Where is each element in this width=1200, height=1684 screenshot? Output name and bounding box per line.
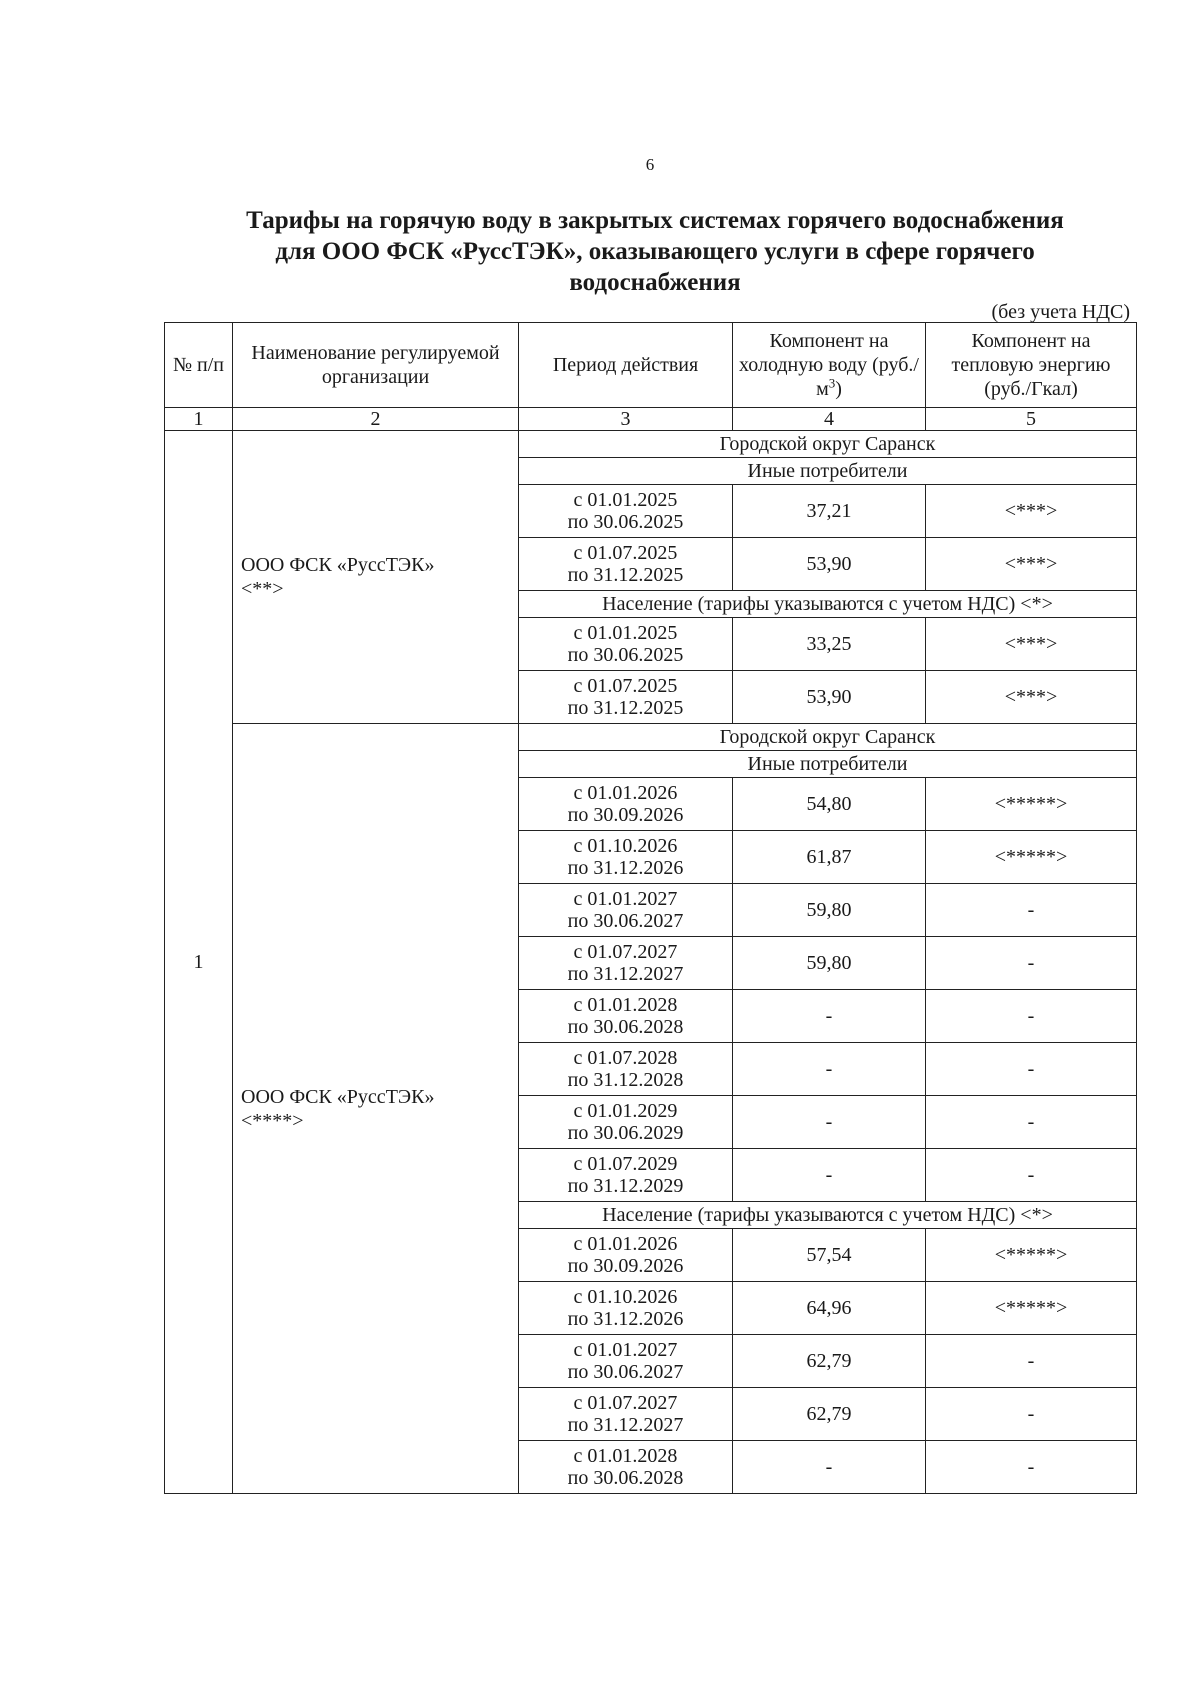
cold-water-value: 59,80: [733, 884, 926, 937]
heat-value: <***>: [926, 618, 1137, 671]
period-to: по 31.12.2026: [567, 857, 684, 879]
period-from: с 01.01.2028: [573, 994, 678, 1016]
group-other-label: Иные потребители: [519, 458, 1137, 485]
tariff-table: [164, 322, 1137, 1494]
period-to: по 31.12.2025: [567, 564, 684, 586]
district-label-row: [165, 724, 1137, 751]
document-title: [175, 205, 1135, 298]
heat-value: -: [926, 1335, 1137, 1388]
title-line-1: Тарифы на горячую воду в закрытых системах горячего водоснабжения: [246, 207, 1064, 234]
group-population-label: Население (тарифы указываются с учетом НДС) <*>: [519, 591, 1137, 618]
header-heat: Компонент на тепловую энергию (руб./Гкал): [926, 323, 1137, 408]
heat-value: <*****>: [926, 1229, 1137, 1282]
district-label: Городской округ Саранск: [519, 431, 1137, 458]
heat-value: <*****>: [926, 831, 1137, 884]
period-from: с 01.01.2029: [573, 1100, 678, 1122]
column-index-row: [165, 408, 1137, 431]
heat-value: -: [926, 884, 1137, 937]
period-from: с 01.07.2025: [573, 542, 678, 564]
period-from: с 01.10.2026: [573, 1286, 678, 1308]
group-population-label: Население (тарифы указываются с учетом НДС) <*>: [519, 1202, 1137, 1229]
heat-value: <***>: [926, 538, 1137, 591]
period-cell: [519, 618, 733, 671]
title-line-3: водоснабжения: [569, 269, 741, 296]
period-to: по 31.12.2027: [567, 963, 684, 985]
period-cell: [519, 937, 733, 990]
period-cell: [519, 1441, 733, 1494]
org-name: ООО ФСК «РуссТЭК»: [241, 1085, 435, 1108]
period-from: с 01.07.2028: [573, 1047, 678, 1069]
org-note: <****>: [241, 1109, 304, 1132]
period-cell: [519, 1229, 733, 1282]
period-to: по 31.12.2025: [567, 697, 684, 719]
period-cell: [519, 1096, 733, 1149]
period-from: с 01.07.2025: [573, 675, 678, 697]
col-index-2: 2: [233, 408, 519, 431]
heat-value: -: [926, 1096, 1137, 1149]
col-index-3: 3: [519, 408, 733, 431]
period-from: с 01.10.2026: [573, 835, 678, 857]
period-from: с 01.01.2027: [573, 888, 678, 910]
cold-water-value: 62,79: [733, 1335, 926, 1388]
heat-value: <***>: [926, 671, 1137, 724]
vat-note: (без учета НДС): [991, 301, 1130, 323]
title-line-2: для ООО ФСК «РуссТЭК», оказывающего услуги в сфере горячего: [275, 238, 1035, 265]
period-from: с 01.07.2027: [573, 941, 678, 963]
period-from: с 01.01.2025: [573, 489, 678, 511]
heat-value: -: [926, 1043, 1137, 1096]
header-period: Период действия: [519, 323, 733, 408]
cold-water-value: 59,80: [733, 937, 926, 990]
cold-water-value: 64,96: [733, 1282, 926, 1335]
district-label: Городской округ Саранск: [519, 724, 1137, 751]
period-cell: [519, 1282, 733, 1335]
header-cold-water-close: ): [835, 378, 842, 400]
heat-value: -: [926, 1441, 1137, 1494]
period-from: с 01.07.2027: [573, 1392, 678, 1414]
period-from: с 01.01.2027: [573, 1339, 678, 1361]
org-name: ООО ФСК «РуссТЭК»: [241, 554, 435, 576]
period-to: по 31.12.2026: [567, 1308, 684, 1330]
cold-water-value: 33,25: [733, 618, 926, 671]
period-to: по 31.12.2027: [567, 1414, 684, 1436]
header-org: Наименование регулируемой организации: [233, 323, 519, 408]
col-index-5: 5: [926, 408, 1137, 431]
cold-water-value: -: [733, 1096, 926, 1149]
period-to: по 30.06.2025: [567, 644, 684, 666]
heat-value: -: [926, 1149, 1137, 1202]
period-cell: [519, 990, 733, 1043]
period-cell: [519, 1335, 733, 1388]
heat-value: <*****>: [926, 778, 1137, 831]
cold-water-value: 37,21: [733, 485, 926, 538]
heat-value: <***>: [926, 485, 1137, 538]
period-cell: [519, 485, 733, 538]
district-label-row: [165, 431, 1137, 458]
period-to: по 30.06.2028: [567, 1016, 684, 1038]
period-to: по 30.06.2028: [567, 1467, 684, 1489]
period-to: по 30.09.2026: [567, 804, 684, 826]
heat-value: -: [926, 990, 1137, 1043]
period-cell: [519, 778, 733, 831]
period-to: по 30.06.2027: [567, 910, 684, 932]
period-from: с 01.07.2029: [573, 1153, 678, 1175]
org-note: <**>: [241, 578, 284, 600]
col-index-1: 1: [165, 408, 233, 431]
cold-water-value: -: [733, 1441, 926, 1494]
cold-water-value: -: [733, 1149, 926, 1202]
period-cell: [519, 884, 733, 937]
heat-value: <*****>: [926, 1282, 1137, 1335]
header-cold-water-text: Компонент на холодную воду (руб./м: [739, 330, 919, 400]
cold-water-value: 53,90: [733, 671, 926, 724]
period-from: с 01.01.2028: [573, 1445, 678, 1467]
header-row: [165, 323, 1137, 408]
cold-water-value: 53,90: [733, 538, 926, 591]
period-from: с 01.01.2026: [573, 782, 678, 804]
period-to: по 30.06.2025: [567, 511, 684, 533]
period-cell: [519, 831, 733, 884]
row-number: 1: [165, 431, 233, 1494]
period-to: по 31.12.2029: [567, 1175, 684, 1197]
period-to: по 30.06.2029: [567, 1122, 684, 1144]
heat-value: -: [926, 1388, 1137, 1441]
cold-water-value: 57,54: [733, 1229, 926, 1282]
period-to: по 30.09.2026: [567, 1255, 684, 1277]
cold-water-value: 54,80: [733, 778, 926, 831]
group-other-label: Иные потребители: [519, 751, 1137, 778]
period-from: с 01.01.2026: [573, 1233, 678, 1255]
col-index-4: 4: [733, 408, 926, 431]
org-name-cell: [233, 724, 519, 1494]
header-cold-water-sup: 3: [828, 375, 836, 391]
header-no: № п/п: [165, 323, 233, 408]
cold-water-value: -: [733, 1043, 926, 1096]
period-cell: [519, 538, 733, 591]
cold-water-value: 61,87: [733, 831, 926, 884]
heat-value: -: [926, 937, 1137, 990]
cold-water-value: 62,79: [733, 1388, 926, 1441]
period-cell: [519, 671, 733, 724]
period-cell: [519, 1388, 733, 1441]
period-cell: [519, 1149, 733, 1202]
page-number: 6: [645, 155, 655, 174]
period-to: по 31.12.2028: [567, 1069, 684, 1091]
period-cell: [519, 1043, 733, 1096]
period-from: с 01.01.2025: [573, 622, 678, 644]
org-name-cell: [233, 431, 519, 724]
header-cold-water: [733, 323, 926, 408]
cold-water-value: -: [733, 990, 926, 1043]
period-to: по 30.06.2027: [567, 1361, 684, 1383]
